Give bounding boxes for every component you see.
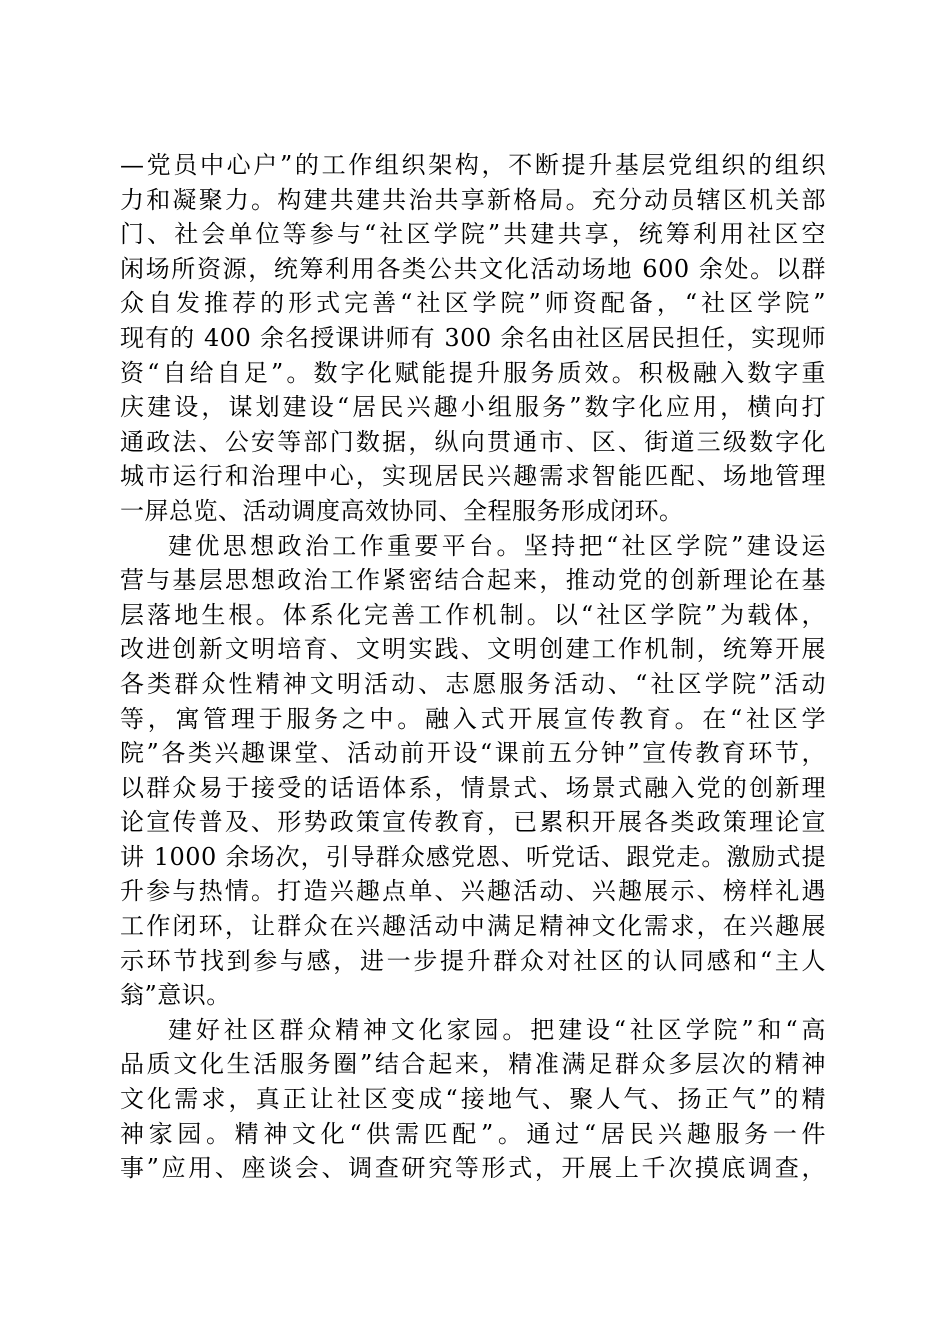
text-line: 论宣传普及、形势政策宣传教育，已累积开展各类政策理论宣 bbox=[120, 808, 826, 837]
text-line: 工作闭环，让群众在兴趣活动中满足精神文化需求，在兴趣展 bbox=[120, 912, 826, 941]
document-body bbox=[120, 148, 826, 1186]
text-line: 通政法、公安等部门数据，纵向贯通市、区、街道三级数字化 bbox=[120, 427, 826, 456]
text-line: 营与基层思想政治工作紧密结合起来，推动党的创新理论在基 bbox=[120, 566, 826, 595]
text-line: 改进创新文明培育、文明实践、文明创建工作机制，统筹开展 bbox=[120, 635, 826, 664]
text-line: 建优思想政治工作重要平台。坚持把“社区学院”建设运 bbox=[168, 531, 826, 560]
text-line: 门、社会单位等参与“社区学院”共建共享，统筹利用社区空 bbox=[120, 220, 826, 249]
text-line: 院”各类兴趣课堂、活动前开设“课前五分钟”宣传教育环节， bbox=[120, 739, 826, 768]
text-line: 神家园。精神文化“供需匹配”。通过“居民兴趣服务一件 bbox=[120, 1119, 826, 1148]
paragraph-2 bbox=[120, 529, 826, 1013]
text-line: 力和凝聚力。构建共建共治共享新格局。充分动员辖区机关部 bbox=[120, 185, 826, 214]
text-line: 翁”意识。 bbox=[120, 981, 231, 1010]
text-line: 层落地生根。体系化完善工作机制。以“社区学院”为载体， bbox=[120, 600, 826, 629]
text-line: 品质文化生活服务圈”结合起来，精准满足群众多层次的精神 bbox=[120, 1050, 826, 1079]
text-line: 以群众易于接受的话语体系，情景式、场景式融入党的创新理 bbox=[120, 773, 826, 802]
text-line: 建好社区群众精神文化家园。把建设“社区学院”和“高 bbox=[168, 1015, 826, 1044]
text-line: 城市运行和治理中心，实现居民兴趣需求智能匹配、场地管理 bbox=[120, 462, 826, 491]
text-line: 示环节找到参与感，进一步提升群众对社区的认同感和“主人 bbox=[120, 946, 826, 975]
text-line: 庆建设，谋划建设“居民兴趣小组服务”数字化应用，横向打 bbox=[120, 393, 826, 422]
text-line: —党员中心户”的工作组织架构，不断提升基层党组织的组织 bbox=[120, 151, 826, 179]
text-line: 文化需求，真正让社区变成“接地气、聚人气、扬正气”的精 bbox=[120, 1085, 826, 1114]
text-line: 闲场所资源，统筹利用各类公共文化活动场地 600 余处。以群 bbox=[120, 254, 826, 283]
text-line: 资“自给自足”。数字化赋能提升服务质效。积极融入数字重 bbox=[120, 358, 826, 387]
text-line: 各类群众性精神文明活动、志愿服务活动、“社区学院”活动 bbox=[120, 669, 826, 698]
paragraph-3 bbox=[120, 1013, 826, 1186]
text-line: 升参与热情。打造兴趣点单、兴趣活动、兴趣展示、榜样礼遇 bbox=[120, 877, 826, 906]
text-line: 事”应用、座谈会、调查研究等形式，开展上千次摸底调查， bbox=[120, 1154, 826, 1183]
text-line: 等，寓管理于服务之中。融入式开展宣传教育。在“社区学 bbox=[120, 704, 826, 733]
text-line: 现有的 400 余名授课讲师有 300 余名由社区居民担任，实现师 bbox=[120, 323, 826, 352]
paragraph-1 bbox=[120, 148, 826, 529]
text-line: 众自发推荐的形式完善“社区学院”师资配备，“社区学院” bbox=[120, 289, 826, 318]
text-line: 讲 1000 余场次，引导群众感党恩、听党话、跟党走。激励式提 bbox=[120, 842, 826, 871]
text-line: 一屏总览、活动调度高效协同、全程服务形成闭环。 bbox=[120, 496, 684, 525]
